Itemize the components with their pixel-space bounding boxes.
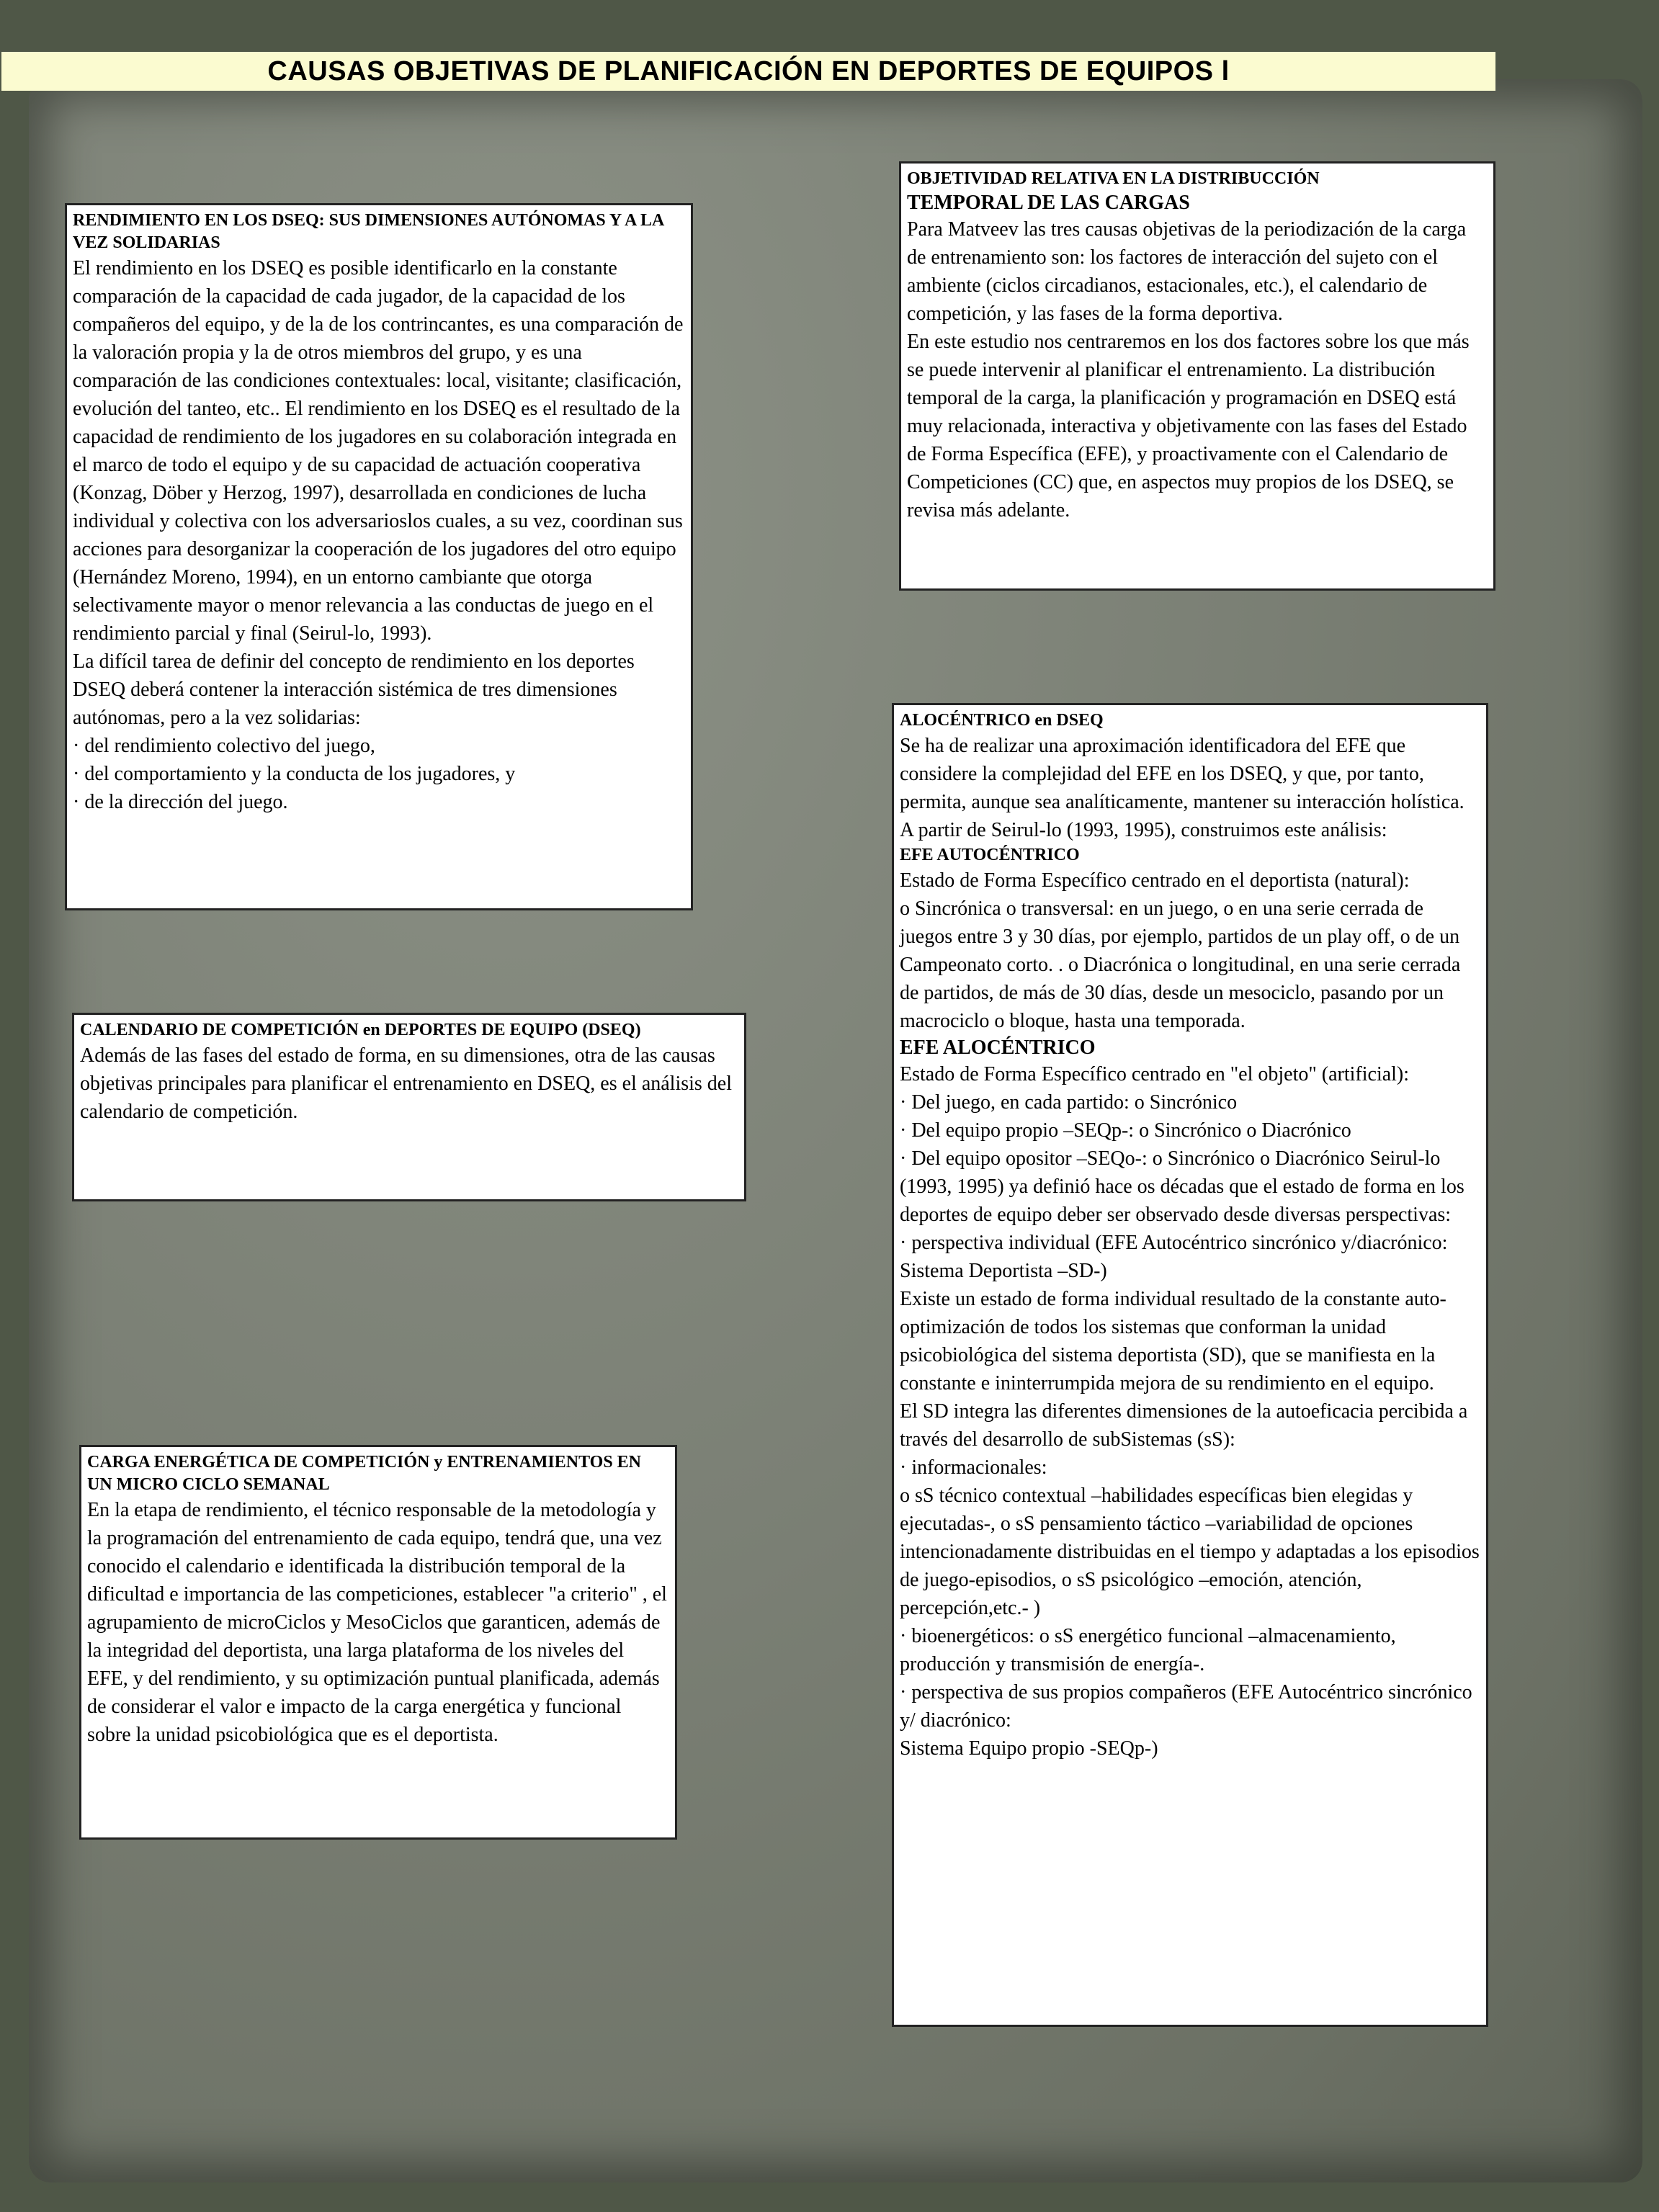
efe-alocentrico-heading: EFE ALOCÉNTRICO	[900, 1036, 1096, 1059]
objetividad-paragraph: En este estudio nos centraremos en los dos factores sobre los que más se puede intervenir al planificar el entrenamiento. La distribución temporal de la carga, la planificación y programación en DSEQ está muy relacionada, interactiva y objetivamente con las fases del Estado de Forma Específica (EFE), y proactivamente con el Calendario de Competiciones (CC) que, en aspectos muy propios de los DSEQ, se revisa más adelante.	[907, 331, 1470, 521]
calendario-box	[72, 1013, 746, 1201]
alocentrico-list-item: · bioenergéticos: o sS energético funcional –almacenamiento, producción y transmisión de energía-.	[900, 1625, 1396, 1675]
rendimiento-paragraph: La difícil tarea de definir del concepto de rendimiento en los deportes DSEQ deberá contener la interacción sistémica de tres dimensiones autónomas, pero a la vez solidarias:	[73, 650, 635, 729]
alocentrico-paragraph: Existe un estado de forma individual resultado de la constante auto-optimización de todos los sistemas que conforman la unidad psicobiológica del sistema deportista (SD), que se manifiesta en la constante e ininterrumpida mejora de su rendimiento en el equipo.	[900, 1288, 1446, 1394]
alocentrico-heading: ALOCÉNTRICO en DSEQ	[900, 711, 1104, 730]
title-banner	[1, 52, 1495, 91]
autocentrico-paragraph: Estado de Forma Específico centrado en el deportista (natural):	[900, 869, 1410, 892]
objetividad-subheading: TEMPORAL DE LAS CARGAS	[907, 192, 1190, 214]
rendimiento-box	[65, 203, 693, 910]
rendimiento-paragraph: El rendimiento en los DSEQ es posible identificarlo en la constante comparación de la capacidad de cada jugador, de la capacidad de los compañeros del equipo, y de la de los contrincantes, es una comparación de la valoración propia y la de otros miembros del grupo, y es una comparación de las condiciones contextuales: local, visitante; clasificación, evolución del tanteo, etc.. El rendimiento en los DSEQ es el resultado de la capacidad de rendimiento de los jugadores en su colaboración integrada en el marco de todo el equipo y de su capacidad de actuación cooperativa (Konzag, Döber y Herzog, 1997), desarrollada en condiciones de lucha individual y colectiva con los adversarioslos cuales, a su vez, coordinan sus acciones para desorganizar la cooperación de los jugadores del otro equipo (Hernández Moreno, 1994), en un entorno cambiante que otorga selectivamente mayor o menor relevancia a las conductas de juego en el rendimiento parcial y final (Seirul-lo, 1993).	[73, 257, 684, 645]
rendimiento-list-item: · del comportamiento y la conducta de los jugadores, y	[73, 763, 516, 785]
autocentrico-heading: EFE AUTOCÉNTRICO	[900, 846, 1080, 864]
alocentrico-paragraph: El SD integra las diferentes dimensiones de la autoeficacia percibida a través del desarrollo de subSistemas (sS):	[900, 1400, 1468, 1451]
alocentrico-paragraph: Sistema Equipo propio -SEQp-)	[900, 1737, 1158, 1760]
page-title: CAUSAS OBJETIVAS DE PLANIFICACIÓN EN DEPORTES DE EQUIPOS l	[267, 55, 1230, 86]
calendario-heading: CALENDARIO DE COMPETICIÓN en DEPORTES DE EQUIPO (DSEQ)	[80, 1021, 641, 1039]
alocentrico-list-item: · informacionales:	[900, 1456, 1047, 1479]
alocentrico-list-item: · perspectiva de sus propios compañeros (EFE Autocéntrico sincrónico y/ diacrónico:	[900, 1681, 1472, 1732]
alocentrico-paragraph: o sS técnico contextual –habilidades específicas bien elegidas y ejecutadas-, o sS pensamiento táctico –variabilidad de opciones intencionadamente distribuidas en el tiempo y adaptadas a los episodios de juego-episodios, o sS psicológico –emoción, atención, percepción,etc.- )	[900, 1485, 1480, 1619]
objetividad-box	[899, 161, 1495, 591]
rendimiento-list-item: · del rendimiento colectivo del juego,	[73, 735, 375, 757]
objetividad-paragraph: Para Matveev las tres causas objetivas de la periodización de la carga de entrenamiento son: los factores de interacción del sujeto con el ambiente (ciclos circadianos, estacionales, etc.), el calendario de competición, y las fases de la forma deportiva.	[907, 218, 1467, 325]
carga-paragraph: En la etapa de rendimiento, el técnico responsable de la metodología y la programación del entrenamiento de cada equipo, tendrá que, una vez conocido el calendario e identificada la distribución temporal de la dificultad e importancia de las competiciones, establecer "a criterio" , el agrupamiento de microCiclos y MesoCiclos que garanticen, además de la integridad del deportista, una larga plataforma de los niveles del EFE, y del rendimiento, y su optimización puntual planificada, además de considerar el valor e impacto de la carga energética y funcional sobre la unidad psicobiológica que es el deportista.	[87, 1499, 667, 1746]
alocentrico-paragraph: Estado de Forma Específico centrado en "el objeto" (artificial):	[900, 1063, 1410, 1085]
carga-box	[79, 1445, 677, 1840]
objetividad-heading: OBJETIVIDAD RELATIVA EN LA DISTRIBUCCIÓN	[907, 169, 1320, 188]
alocentrico-list-item: · perspectiva individual (EFE Autocéntrico sincrónico y/diacrónico: Sistema Deportista –SD-)	[900, 1232, 1448, 1282]
carga-heading: CARGA ENERGÉTICA DE COMPETICIÓN y ENTRENAMIENTOS EN UN MICRO CICLO SEMANAL	[87, 1453, 642, 1494]
autocentrico-paragraph: o Sincrónica o transversal: en un juego, o en una serie cerrada de juegos entre 3 y 30 días, por ejemplo, partidos de un play off, o de un Campeonato corto. . o Diacrónica o longitudinal, en una serie cerrada de partidos, de más de 30 días, desde un mesociclo, pasando por un macrociclo o bloque, hasta una temporada.	[900, 897, 1461, 1032]
alocentrico-list-item: · Del juego, en cada partido: o Sincrónico	[900, 1091, 1238, 1114]
alocentrico-intro: Se ha de realizar una aproximación identificadora del EFE que considere la complejidad del EFE en los DSEQ, y que, por tanto, permita, aunque sea analíticamente, mantener su interacción holística. A partir de Seirul-lo (1993, 1995), construimos este análisis:	[900, 735, 1465, 841]
rendimiento-heading: RENDIMIENTO EN LOS DSEQ: SUS DIMENSIONES AUTÓNOMAS Y A LA VEZ SOLIDARIAS	[73, 211, 663, 252]
calendario-paragraph: Además de las fases del estado de forma, en su dimensiones, otra de las causas objetivas principales para planificar el entrenamiento en DSEQ, es el análisis del calendario de competición.	[80, 1044, 733, 1123]
alocentrico-list-item: · Del equipo opositor –SEQo-: o Sincrónico o Diacrónico Seirul-lo (1993, 1995) ya definió hace os décadas que el estado de forma en los deportes de equipo deber ser observado desde diversas perspectivas:	[900, 1147, 1465, 1226]
alocentrico-list-item: · Del equipo propio –SEQp-: o Sincrónico o Diacrónico	[900, 1119, 1351, 1142]
rendimiento-list-item: · de la dirección del juego.	[73, 791, 288, 813]
alocentrico-box	[892, 703, 1488, 2027]
